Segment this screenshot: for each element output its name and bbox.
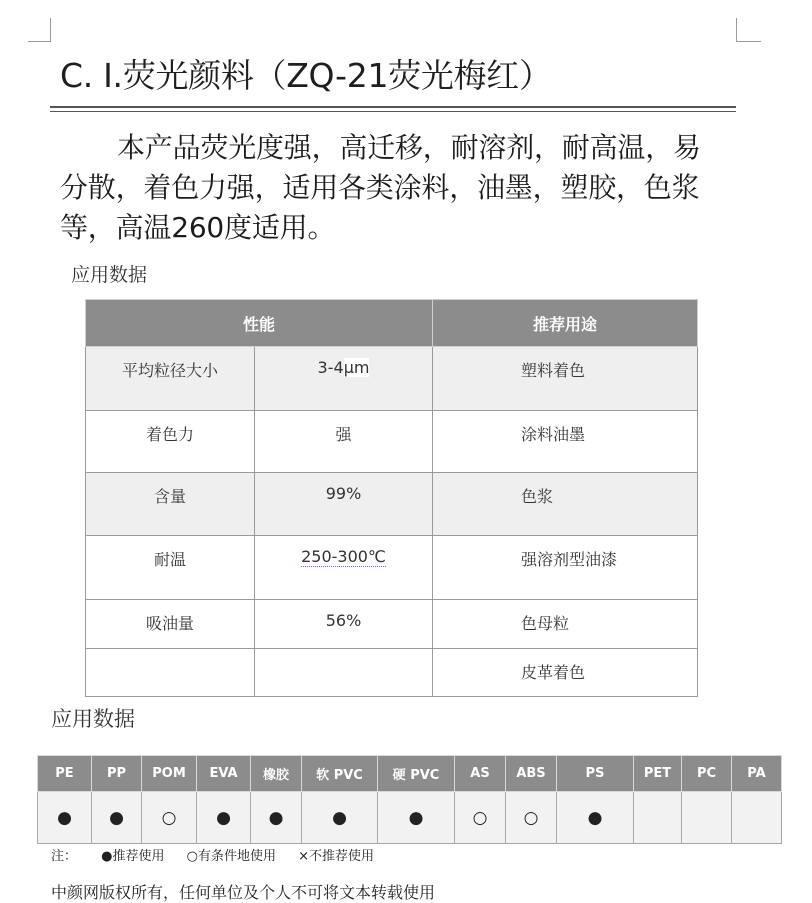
page-corner-mark-top-left (28, 18, 51, 42)
table-row (86, 411, 698, 473)
table-row (86, 536, 698, 600)
property-name: 平均粒径大小 (86, 347, 255, 411)
usage-cell: 涂料油墨 (433, 411, 698, 473)
compat-marks-row (38, 792, 782, 844)
table-row (86, 347, 698, 411)
compat-mark (732, 792, 782, 844)
legend-conditional: ○有条件地使用 (186, 849, 276, 864)
section-heading-application-data: 应用数据 (71, 264, 148, 286)
value-number: 3-4 (317, 358, 344, 377)
compat-mark: ● (38, 792, 92, 844)
legend-label: 注： (51, 849, 78, 864)
material-header: PET (634, 756, 682, 792)
table-row (86, 649, 698, 697)
compat-mark (634, 792, 682, 844)
usage-cell: 皮革着色 (433, 649, 698, 697)
property-name: 含量 (86, 473, 255, 536)
property-value (255, 536, 433, 600)
property-value (255, 347, 433, 411)
compat-mark: ○ (455, 792, 506, 844)
usage-cell: 强溶剂型油漆 (433, 536, 698, 600)
compat-mark: ● (92, 792, 142, 844)
compat-mark: ● (251, 792, 302, 844)
usage-cell: 色浆 (433, 473, 698, 536)
material-header: 硬 PVC (378, 756, 455, 792)
copyright-footer: 中颜网版权所有，任何单位及个人不可将文本转载使用 (51, 883, 436, 902)
usage-cell: 色母粒 (433, 600, 698, 649)
property-name: 吸油量 (86, 600, 255, 649)
compat-mark: ○ (142, 792, 197, 844)
property-value: 99% (255, 473, 433, 536)
material-header: PA (732, 756, 782, 792)
property-value: 强 (255, 411, 433, 473)
value-unit: μm (343, 358, 370, 377)
description-line-2: 分散，着色力强，适用各类涂料，油墨，塑胶，色浆 (60, 171, 700, 204)
material-header: PE (38, 756, 92, 792)
material-compatibility-table (37, 755, 782, 844)
property-name: 着色力 (86, 411, 255, 473)
material-header: 软 PVC (302, 756, 378, 792)
compat-legend (51, 845, 392, 864)
description-line-1: 本产品荧光度强，高迁移，耐溶剂，耐高温，易 (117, 131, 701, 164)
material-header: PP (92, 756, 142, 792)
compat-mark (682, 792, 732, 844)
compat-mark: ● (302, 792, 378, 844)
page-corner-mark-top-right (736, 18, 761, 42)
material-header: 橡胶 (251, 756, 302, 792)
material-header: PC (682, 756, 732, 792)
table-row (86, 600, 698, 649)
value-text: 250-300℃ (301, 547, 386, 566)
section-heading-application-data-2: 应用数据 (51, 707, 135, 731)
property-value (255, 649, 433, 697)
property-name: 耐温 (86, 536, 255, 600)
title-double-rule-top (50, 106, 736, 108)
compat-mark: ● (378, 792, 455, 844)
material-header: EVA (197, 756, 251, 792)
usage-cell: 塑料着色 (433, 347, 698, 411)
material-header: AS (455, 756, 506, 792)
title-double-rule-bottom (50, 111, 736, 112)
material-header: ABS (506, 756, 557, 792)
page-title: C. I.荧光颜料（ZQ-21荧光梅红） (60, 56, 552, 95)
legend-recommended: ●推荐使用 (101, 849, 165, 864)
description-line-3: 等，高温260度适用。 (60, 211, 336, 244)
compat-mark: ● (557, 792, 634, 844)
header-usage: 推荐用途 (433, 300, 698, 347)
compat-mark: ● (197, 792, 251, 844)
legend-not-recommended: ×不推荐使用 (298, 849, 375, 864)
property-name (86, 649, 255, 697)
property-value: 56% (255, 600, 433, 649)
material-header: POM (142, 756, 197, 792)
header-property: 性能 (86, 300, 433, 347)
product-description (60, 128, 750, 248)
properties-table (85, 299, 698, 697)
material-header: PS (557, 756, 634, 792)
table-row (86, 473, 698, 536)
compat-header-row (38, 756, 782, 792)
compat-mark: ○ (506, 792, 557, 844)
